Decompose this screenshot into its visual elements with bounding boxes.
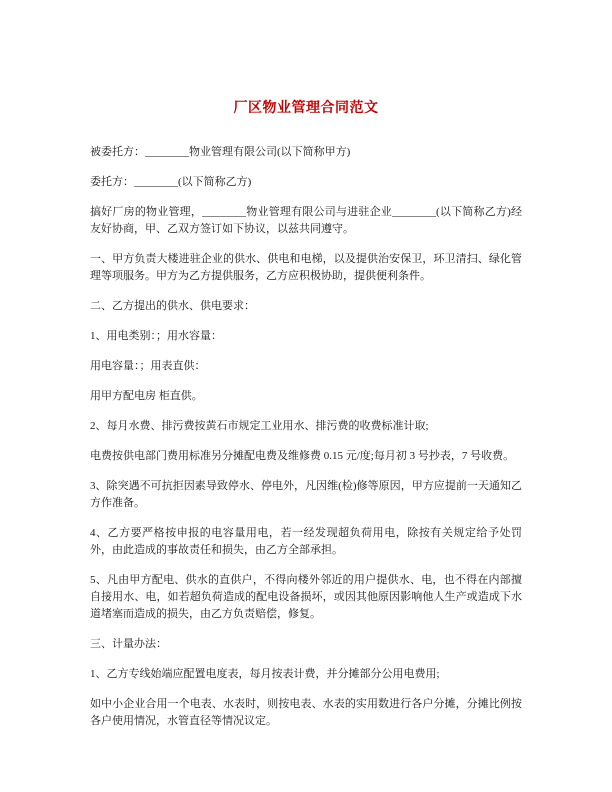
- paragraph: 委托方：________(以下简称乙方): [90, 176, 252, 188]
- paragraph: 5、凡由甲方配电、供水的直供户，不得向楼外邻近的用户提供水、电，也不得在内部擅自接用水、电，如若超负荷造成的配电设备损坏，或因其他原因影响他人生产或造成下水道堵塞而造成的损失，由乙方负责赔偿，修复。: [90, 574, 522, 620]
- paragraph: 二、乙方提出的供水、供电要求：: [90, 300, 255, 312]
- paragraph: 1、用电类别：；用水容量：: [90, 330, 222, 342]
- paragraph: 三、计量办法：: [90, 638, 167, 650]
- document-title: 厂区物业管理合同范文: [233, 101, 379, 116]
- paragraph: 一、甲方负责大楼进驻企业的供水、供电和电梯，以及提供治安保卫，环卫清扫、绿化管理等项服务。甲方为乙方提供服务，乙方应积极协助，提供便利条件。: [90, 253, 522, 282]
- paragraph: 4、乙方要严格按申报的电容量用电，若一经发现超负荷用电，除按有关规定给予处罚外，由此造成的事故责任和损失，由乙方全部承担。: [90, 527, 522, 556]
- paragraph: 如中小企业合用一个电表、水表时，则按电表、水表的实用数进行各户分摊，分摊比例按各户使用情况，水管直径等情况议定。: [90, 698, 522, 727]
- paragraph: 用甲方配电房 柜直供。: [90, 390, 203, 402]
- paragraph: 用电容量：；用表直供：: [90, 360, 206, 372]
- paragraph: 2、每月水费、排污费按黄石市规定工业用水、排污费的收费标准计取;: [90, 420, 429, 432]
- paragraph: 电费按供电部门费用标准另分摊配电费及维修费 0.15 元/度;每月初 3 号抄表，7 号收费。: [90, 450, 515, 462]
- paragraph: 1、乙方专线始端应配置电度表，每月按表计费，并分摊部分公用电费用;: [90, 668, 440, 680]
- document-content: [90, 97, 522, 743]
- paragraph: 3、除突遇不可抗拒因素导致停水、停电外，凡因维(检)修等原因，甲方应提前一天通知乙方作准备。: [90, 480, 522, 509]
- paragraph: 被委托方：________物业管理有限公司(以下简称甲方): [90, 146, 351, 158]
- paragraph: 搞好厂房的物业管理，________物业管理有限公司与进驻企业________(以下简称乙方)经友好协商，甲、乙双方签订如下协议，以兹共同遵守。: [90, 206, 522, 235]
